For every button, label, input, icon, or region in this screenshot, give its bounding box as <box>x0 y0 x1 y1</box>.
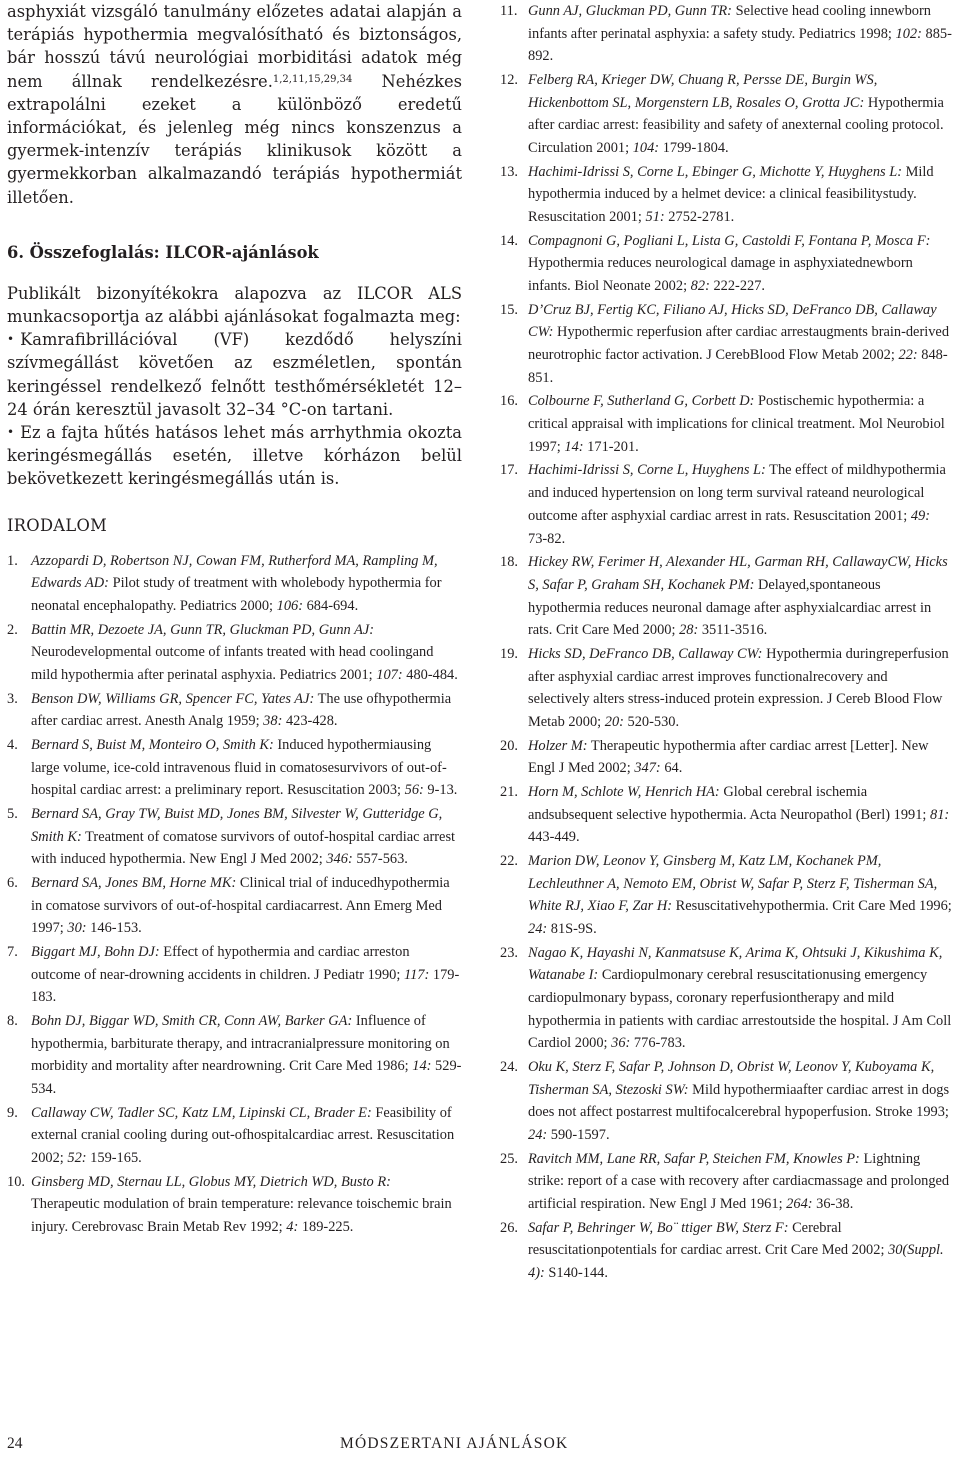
reference-volume: 107: <box>376 667 403 684</box>
section-paragraph: Publikált bizonyítékokra alapozva az ILCOR ALS munkacsoportja az alábbi ajánlásokat fogalmazta meg: <box>7 283 462 327</box>
reference-authors: Safar P, Behringer W, Bo¨ ttiger BW, Sterz F: <box>528 1219 789 1236</box>
reference-authors: Ginsberg MD, Sternau LL, Globus MY, Dietrich WD, Busto R: <box>31 1173 391 1190</box>
reference-text: Clinical trial of inducedhypothermia in comatose survivors of out-of-hospital cardiacarrest. Ann Emerg Med 1997; <box>31 874 450 937</box>
bullet-icon: • <box>7 425 15 440</box>
reference-pages: 848-851. <box>528 347 948 386</box>
reference-item <box>7 1171 462 1239</box>
page-number: 24 <box>7 1435 23 1452</box>
reference-volume: 20: <box>604 713 624 730</box>
reference-number: 10. <box>7 1173 25 1190</box>
reference-authors: Benson DW, Williams GR, Spencer FC, Yates AJ: <box>31 690 315 707</box>
reference-number: 24. <box>500 1058 518 1075</box>
reference-pages: 1799-1804. <box>659 140 729 157</box>
reference-number: 20. <box>500 737 518 754</box>
reference-volume: 81: <box>930 806 950 823</box>
reference-volume: 104: <box>632 140 660 157</box>
running-title: MÓDSZERTANI AJÁNLÁSOK <box>340 1435 569 1452</box>
reference-number: 26. <box>500 1219 518 1236</box>
reference-item <box>7 619 462 687</box>
reference-number: 22. <box>500 852 518 869</box>
reference-volume: 24: <box>528 920 548 937</box>
reference-number: 17. <box>500 462 518 479</box>
reference-pages: 189-225. <box>298 1219 354 1236</box>
reference-volume: 117: <box>403 966 430 983</box>
reference-text: Neurodevelopmental outcome of infants treated with head coolingand mild hypothermia after perinatal asphyxia. Pediatrics 2001; <box>31 644 434 684</box>
reference-volume: 30: <box>67 920 87 937</box>
reference-volume: 38: <box>263 713 283 730</box>
reference-pages: 3511-3516. <box>698 622 768 639</box>
reference-pages: 557-563. <box>352 851 408 868</box>
right-column <box>500 0 952 1286</box>
reference-item <box>500 850 952 941</box>
reference-text: Cerebral resuscitationpotentials for cardiac arrest. Crit Care Med 2002; <box>528 1219 889 1259</box>
reference-text: Therapeutic modulation of brain temperature: relevance toischemic brain injury. Cerebrovasc Brain Metab Rev 1992; <box>31 1196 452 1236</box>
reference-number: 15. <box>500 301 518 318</box>
bullet-text: Ez a fajta hűtés hatásos lehet más arrhythmia okozta keringésmegállás esetén, illetve kórházon belül bekövetkezett keringésmegállás után is. <box>7 423 462 489</box>
reference-volume: 51: <box>645 209 665 226</box>
reference-number: 16. <box>500 393 518 410</box>
reference-authors: Bernard SA, Gray TW, Buist MD, Jones BM, Silvester W, Gutteridge G, Smith K: <box>31 805 443 845</box>
reference-text: Cardiopulmonary cerebral resuscitationusing emergency cardiopulmonary bypass, coronary reperfusiontherapy and mild hypothermia in patients with cardiac arrestoutside the hospital. J Am Coll Cardiol 2000; <box>528 967 952 1052</box>
reference-pages: 159-165. <box>86 1150 142 1167</box>
reference-authors: Bernard SA, Jones BM, Horne MK: <box>31 874 237 891</box>
reference-volume: 49: <box>910 507 931 524</box>
reference-authors: Azzopardi D, Robertson NJ, Cowan FM, Rutherford MA, Rampling M, Edwards AD: <box>31 552 438 592</box>
reference-item <box>500 299 952 390</box>
reference-authors: Bernard S, Buist M, Monteiro O, Smith K: <box>31 736 274 753</box>
reference-authors: Hicks SD, DeFranco DB, Callaway CW: <box>528 645 763 662</box>
reference-authors: Callaway CW, Tadler SC, Katz LM, Lipinski CL, Brader E: <box>31 1104 372 1121</box>
intro-text-start: asphyxiát vizsgáló tanulmány előzetes adatai alapján a terápiás hypothermia megvalósítható és biztonságos, bár hosszú távú neurológiai morbiditási adatok még nem állnak rendelkezésre. <box>7 2 462 91</box>
reference-volume: 52: <box>67 1150 87 1167</box>
bullet-item <box>7 421 462 491</box>
reference-pages: 776-783. <box>630 1035 686 1052</box>
reference-pages: 423-428. <box>282 713 338 730</box>
reference-pages: 73-82. <box>528 530 566 547</box>
reference-authors: D’Cruz BJ, Fertig KC, Filiano AJ, Hicks SD, DeFranco DB, Callaway CW: <box>528 301 937 341</box>
reference-pages: 885-892. <box>528 25 952 65</box>
reference-number: 1. <box>7 552 18 569</box>
reference-volume: 28: <box>679 622 699 639</box>
reference-text: Lightning strike: report of a case with recovery after cardiacmassage and prolonged artificial respiration. New Engl J Med 1961; <box>528 1150 950 1213</box>
reference-number: 2. <box>7 621 18 638</box>
reference-pages: 222-227. <box>709 278 766 295</box>
reference-text: The use ofhypothermia after cardiac arrest. Anesth Analg 1959; <box>31 690 452 730</box>
reference-authors: Hachimi-Idrissi S, Corne L, Huyghens L: <box>528 462 766 479</box>
reference-item <box>500 459 952 550</box>
reference-text: Resuscitativehypothermia. Crit Care Med 1996; <box>672 898 952 915</box>
reference-item <box>7 734 462 802</box>
reference-item <box>500 1056 952 1147</box>
reference-pages: S140-144. <box>544 1265 608 1282</box>
reference-authors: Nagao K, Hayashi N, Kanmatsuse K, Arima K, Ohtsuki J, Kikushima K, Watanabe I: <box>528 944 943 984</box>
reference-item <box>7 688 462 733</box>
reference-item <box>500 161 952 229</box>
reference-text: The effect of mildhypothermia and induced hypertension on long term survival rateand neurological outcome after asphyxial cardiac arrest in rats. Resuscitation 2001; <box>528 462 946 524</box>
bullet-text: Kamrafibrillációval (VF) kezdődő helyszíni szívmegállást követően az eszméletlen, spontán keringéssel rendelkező felnőtt testhőmérsékletét 12–24 órán keresztül javasolt 32–34 °C-on tartani. <box>7 330 462 419</box>
reference-item <box>500 69 952 160</box>
reference-volume: 347: <box>634 760 661 777</box>
reference-item <box>500 230 952 298</box>
reference-number: 25. <box>500 1150 518 1167</box>
reference-text: Selective head cooling innewborn infants after perinatal asphyxia: a safety study. Pediatrics 1998; <box>528 3 931 42</box>
reference-number: 13. <box>500 163 518 180</box>
reference-text: Feasibility of external cranial cooling during out-ofhospitalcardiac arrest. Resuscitation 2002; <box>31 1104 455 1167</box>
intro-text-end: Nehézkes extrapolálni ezeket a különböző eredetű információkat, és jelenleg még nincs konszenzus a gyermek-intenzív terápiás klinikusok között a gyermekkorban alkalmazandó terápiás hypothermiát illetően. <box>7 71 462 207</box>
reference-text: Hypothermia duringreperfusion after asphyxial cardiac arrest improves functionalrecovery and selectively alters stress-induced protein expression. J Cereb Blood Flow Metab 2000; <box>528 645 949 730</box>
reference-pages: 2752-2781. <box>664 209 735 226</box>
reference-item <box>500 1217 952 1285</box>
reference-pages: 520-530. <box>623 713 680 730</box>
reference-pages: 590-1597. <box>547 1127 610 1144</box>
reference-volume: 264: <box>786 1196 813 1213</box>
reference-pages: 171-201. <box>583 438 639 455</box>
reference-text: Postischemic hypothermia: a critical appraisal with implications for clinical treatment. Mol Neurobiol 1997; <box>528 393 945 455</box>
section-body <box>7 282 462 491</box>
reference-text: Delayed,spontaneous hypothermia reduces neuronal damage after asphyxialcardiac arrest in rats. Crit Care Med 2000; <box>528 576 932 639</box>
reference-text: Treatment of comatose survivors of outof-hospital cardiac arrest with induced hypothermia. New Engl J Med 2002; <box>31 828 456 868</box>
reference-number: 18. <box>500 554 518 571</box>
reference-pages: 179-183. <box>31 966 460 1006</box>
reference-volume: 346: <box>326 851 353 868</box>
reference-pages: 36-38. <box>812 1196 854 1213</box>
reference-volume: 24: <box>528 1127 548 1144</box>
left-column <box>7 0 462 1240</box>
reference-authors: Compagnoni G, Pogliani L, Lista G, Castoldi F, Fontana P, Mosca F: <box>528 232 931 249</box>
reference-volume: 36: <box>611 1035 631 1052</box>
reference-pages: 684-694. <box>303 598 359 615</box>
reference-authors: Battin MR, Dezoete JA, Gunn TR, Gluckman PD, Gunn AJ: <box>31 621 375 638</box>
reference-text: Pilot study of treatment with wholebody hypothermia for neonatal encephalopathy. Pediatrics 2000; <box>31 575 442 615</box>
reference-number: 11. <box>500 3 518 19</box>
reference-authors: Biggart MJ, Bohn DJ: <box>31 943 160 960</box>
reference-item <box>500 0 952 68</box>
reference-number: 4. <box>7 736 18 753</box>
reference-pages: 529-534. <box>31 1058 462 1098</box>
reference-volume: 4: <box>286 1219 299 1236</box>
reference-authors: Bohn DJ, Biggar WD, Smith CR, Conn AW, Barker GA: <box>31 1012 353 1029</box>
reference-pages: 146-153. <box>86 920 142 937</box>
reference-item <box>7 803 462 871</box>
reference-number: 3. <box>7 690 18 707</box>
reference-item <box>500 551 952 642</box>
reference-pages: 81S-9S. <box>547 920 597 937</box>
reference-number: 14. <box>500 232 518 249</box>
reference-number: 19. <box>500 645 518 662</box>
reference-text: Hypothermia reduces neurological damage in asphyxiatednewborn infants. Biol Neonate 2002; <box>528 255 913 295</box>
reference-volume: 56: <box>404 782 424 799</box>
reference-pages: 64. <box>660 760 683 777</box>
references-heading: IRODALOM <box>7 515 108 535</box>
reference-pages: 9-13. <box>423 782 458 799</box>
reference-authors: Colbourne F, Sutherland G, Corbett D: <box>528 393 755 410</box>
reference-authors: Oku K, Sterz F, Safar P, Johnson D, Obrist W, Leonov Y, Kuboyama K, Tisherman SA, Stezoski SW: <box>528 1058 935 1098</box>
reference-authors: Felberg RA, Krieger DW, Chuang R, Persse DE, Burgin WS, Hickenbottom SL, Morgenstern LB, Rosales O, Grotta JC: <box>528 72 878 111</box>
reference-number: 7. <box>7 943 18 960</box>
reference-text: Induced hypothermiausing large volume, ice-cold intravenous fluid in comatosesurvivors of out-of-hospital cardiac arrest: a preliminary report. Resuscitation 2003; <box>31 736 447 799</box>
reference-number: 5. <box>7 805 18 822</box>
reference-item <box>7 1102 462 1170</box>
reference-item <box>7 550 462 618</box>
reference-text: Influence of hypothermia, barbiturate therapy, and intracranialpressure monitoring on morbidity and mortality after neardrowning. Crit Care Med 1986; <box>31 1012 450 1075</box>
reference-item <box>500 942 952 1056</box>
reference-list-right <box>500 0 952 1285</box>
reference-item <box>500 735 952 780</box>
reference-volume: 30(Suppl. 4): <box>528 1242 944 1282</box>
reference-pages: 480-484. <box>402 667 458 684</box>
reference-number: 12. <box>500 72 518 88</box>
reference-list-left <box>7 550 462 1239</box>
reference-number: 21. <box>500 783 518 800</box>
reference-volume: 22: <box>898 347 918 364</box>
bullet-icon: • <box>7 332 15 347</box>
reference-authors: Marion DW, Leonov Y, Ginsberg M, Katz LM, Kochanek PM, Lechleuthner A, Nemoto EM, Obrist W, Safar P, Sterz F, Tisherman SA, White RJ, Xiao F, Zar H: <box>528 852 938 915</box>
reference-authors: Ravitch MM, Lane RR, Safar P, Steichen FM, Knowles P: <box>528 1150 860 1167</box>
reference-volume: 14: <box>412 1058 432 1075</box>
reference-authors: Holzer M: <box>528 737 588 754</box>
reference-authors: Gunn AJ, Gluckman PD, Gunn TR: <box>528 3 732 19</box>
bullet-item <box>7 328 462 421</box>
reference-item <box>7 941 462 1009</box>
reference-volume: 106: <box>276 598 304 615</box>
reference-item <box>500 390 952 458</box>
section-heading: 6. Összefoglalás: ILCOR-ajánlások <box>7 242 319 262</box>
citation-superscript: 1,2,11,15,29,34 <box>272 73 353 85</box>
reference-item <box>500 781 952 849</box>
reference-volume: 14: <box>564 438 584 455</box>
reference-item <box>500 1148 952 1216</box>
reference-text: Mild hypothermia induced by a helmet device: a clinical feasibilitystudy. Resuscitation 2001; <box>528 163 934 226</box>
reference-item <box>7 872 462 940</box>
reference-number: 6. <box>7 874 18 891</box>
reference-pages: 443-449. <box>528 829 580 846</box>
reference-authors: Hachimi-Idrissi S, Corne L, Ebinger G, Michotte Y, Huyghens L: <box>528 163 903 180</box>
reference-authors: Horn M, Schlote W, Henrich HA: <box>528 783 720 800</box>
reference-number: 23. <box>500 944 518 961</box>
reference-text: Effect of hypothermia and cardiac arreston outcome of near-drowning accidents in children. J Pediatr 1990; <box>31 943 410 983</box>
reference-number: 9. <box>7 1104 18 1121</box>
reference-volume: 102: <box>895 25 922 42</box>
reference-item <box>7 1010 462 1101</box>
reference-text: Hypothermic reperfusion after cardiac arrestaugments brain-derived neurotrophic factor activation. J CerebBlood Flow Metab 2002; <box>528 324 950 364</box>
reference-text: Global cerebral ischemia andsubsequent selective hypothermia. Acta Neuropathol (Berl) 1991; <box>528 783 931 823</box>
reference-item <box>500 643 952 734</box>
reference-text: Therapeutic hypothermia after cardiac arrest [Letter]. New Engl J Med 2002; <box>528 737 929 777</box>
reference-volume: 82: <box>690 278 710 295</box>
reference-text: Mild hypothermiaafter cardiac arrest in dogs does not affect postarrest multifocalcerebral hypoperfusion. Stroke 1993; <box>528 1081 950 1121</box>
reference-number: 8. <box>7 1012 18 1029</box>
reference-authors: Hickey RW, Ferimer H, Alexander HL, Garman RH, CallawayCW, Hicks S, Safar P, Graham SH, Kochanek PM: <box>528 554 948 593</box>
intro-paragraph <box>7 0 462 209</box>
reference-text: Hypothermia after cardiac arrest: feasibility and safety of anexternal cooling protocol. Circulation 2001; <box>528 94 944 157</box>
